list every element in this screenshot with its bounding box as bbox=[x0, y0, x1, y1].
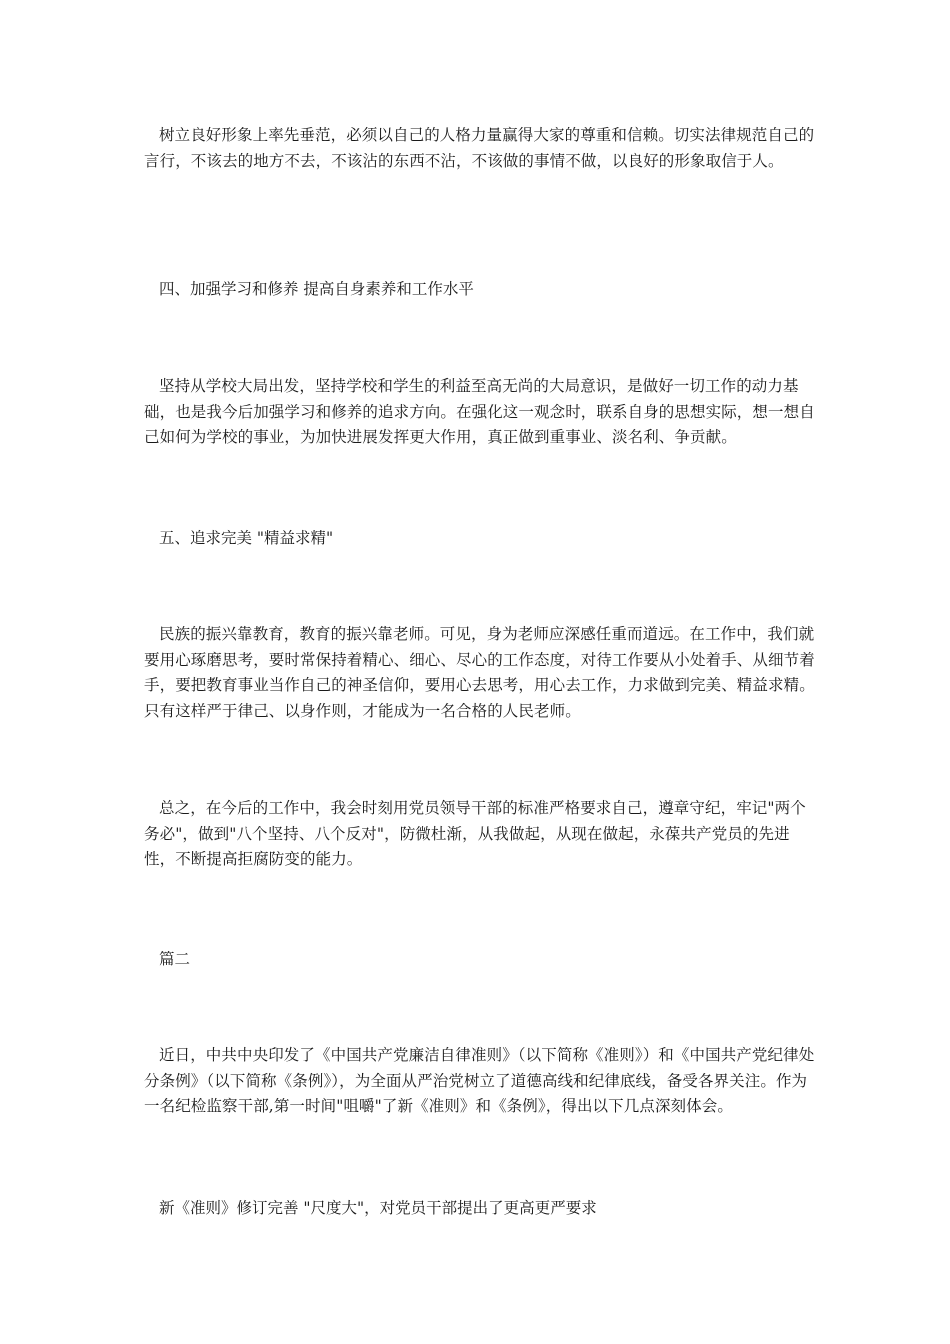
paragraph-image-conduct: 树立良好形象上率先垂范，必须以自己的人格力量赢得大家的尊重和信赖。切实法律规范自己的言行，不该去的地方不去，不该沾的东西不沾，不该做的事情不做，以良好的形象取信于人。 bbox=[144, 126, 815, 170]
part-two-heading: 篇二 bbox=[159, 950, 191, 968]
paragraph-conclusion: 总之，在今后的工作中，我会时刻用党员领导干部的标准严格要求自己，遵章守纪，牢记"两个务必"，做到"八个坚持、八个反对"，防微杜渐，从我做起，从现在做起，永葆共产党员的先进性，不断提高拒腐防变的能力。 bbox=[144, 799, 806, 868]
paragraph-regulations: 近日，中共中央印发了《中国共产党廉洁自律准则》（以下简称《准则》）和《中国共产党纪律处分条例》（以下简称《条例》），为全面从严治党树立了道德高线和纪律底线，备受各界关注。作为一名纪检监察干部,第一时间"咀嚼"了新《准则》和《条例》，得出以下几点深刻体会。 bbox=[144, 1046, 815, 1115]
paragraph-education: 民族的振兴靠教育，教育的振兴靠老师。可见，身为老师应深感任重而道远。在工作中，我们就要用心琢磨思考，要时常保持着精心、细心、尽心的工作态度，对待工作要从小处着手、从细节着手，要把教育事业当作自己的神圣信仰，要用心去思考，用心去工作，力求做到完美、精益求精。只有这样严于律己、以身作则，才能成为一名合格的人民老师。 bbox=[144, 625, 815, 720]
subheading-new-standards: 新《准则》修订完善 "尺度大"，对党员干部提出了更高更严要求 bbox=[159, 1199, 597, 1217]
section-heading-five: 五、追求完美 "精益求精" bbox=[159, 529, 334, 547]
section-heading-four: 四、加强学习和修养 提高自身素养和工作水平 bbox=[159, 280, 474, 298]
paragraph-big-picture: 坚持从学校大局出发，坚持学校和学生的利益至高无尚的大局意识，是做好一切工作的动力基础，也是我今后加强学习和修养的追求方向。在强化这一观念时，联系自身的思想实际，想一想自己如何为学校的事业，为加快进展发挥更大作用，真正做到重事业、淡名利、争贡献。 bbox=[144, 377, 815, 446]
